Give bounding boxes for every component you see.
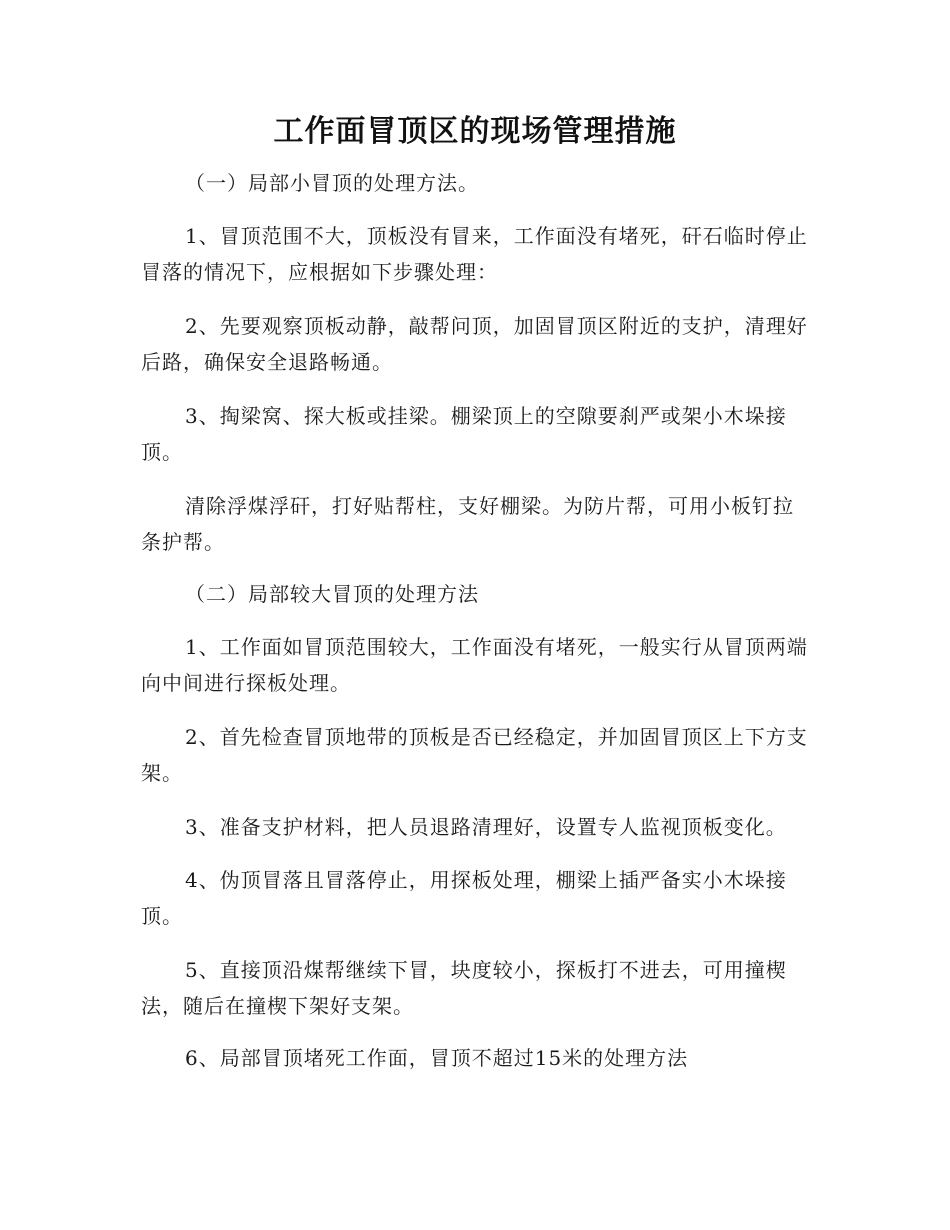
paragraph: 4、伪顶冒落且冒落停止，用探板处理，棚梁上插严备实小木垛接顶。 — [141, 868, 787, 928]
paragraph: 1、冒顶范围不大，顶板没有冒来，工作面没有堵死，矸石临时停止冒落的情况下，应根据如下步骤处理： — [141, 224, 808, 284]
section-heading-2: （二）局部较大冒顶的处理方法 — [185, 582, 479, 606]
paragraph: 6、局部冒顶堵死工作面，冒顶不超过15米的处理方法 — [185, 1046, 689, 1070]
paragraph: 5、直接顶沿煤帮继续下冒，块度较小，探板打不进去，可用撞楔法，随后在撞楔下架好支架。 — [141, 958, 787, 1018]
paragraph: 3、准备支护材料，把人员退路清理好，设置专人监视顶板变化。 — [185, 815, 787, 839]
paragraph: 清除浮煤浮矸，打好贴帮柱，支好棚梁。为防片帮，可用小板钉拉条护帮。 — [141, 494, 794, 554]
paragraph: 2、先要观察顶板动静，敲帮问顶，加固冒顶区附近的支护，清理好后路，确保安全退路畅通。 — [141, 314, 808, 374]
section-heading-1: （一）局部小冒顶的处理方法。 — [185, 171, 479, 195]
paragraph: 3、掏梁窝、探大板或挂梁。棚梁顶上的空隙要刹严或架小木垛接顶。 — [141, 404, 787, 464]
paragraph: 2、首先检查冒顶地带的顶板是否已经稳定，并加固冒顶区上下方支架。 — [141, 725, 808, 785]
document-title: 工作面冒顶区的现场管理措施 — [273, 114, 677, 149]
paragraph: 1、工作面如冒顶范围较大，工作面没有堵死，一般实行从冒顶两端向中间进行探板处理。 — [141, 635, 808, 695]
